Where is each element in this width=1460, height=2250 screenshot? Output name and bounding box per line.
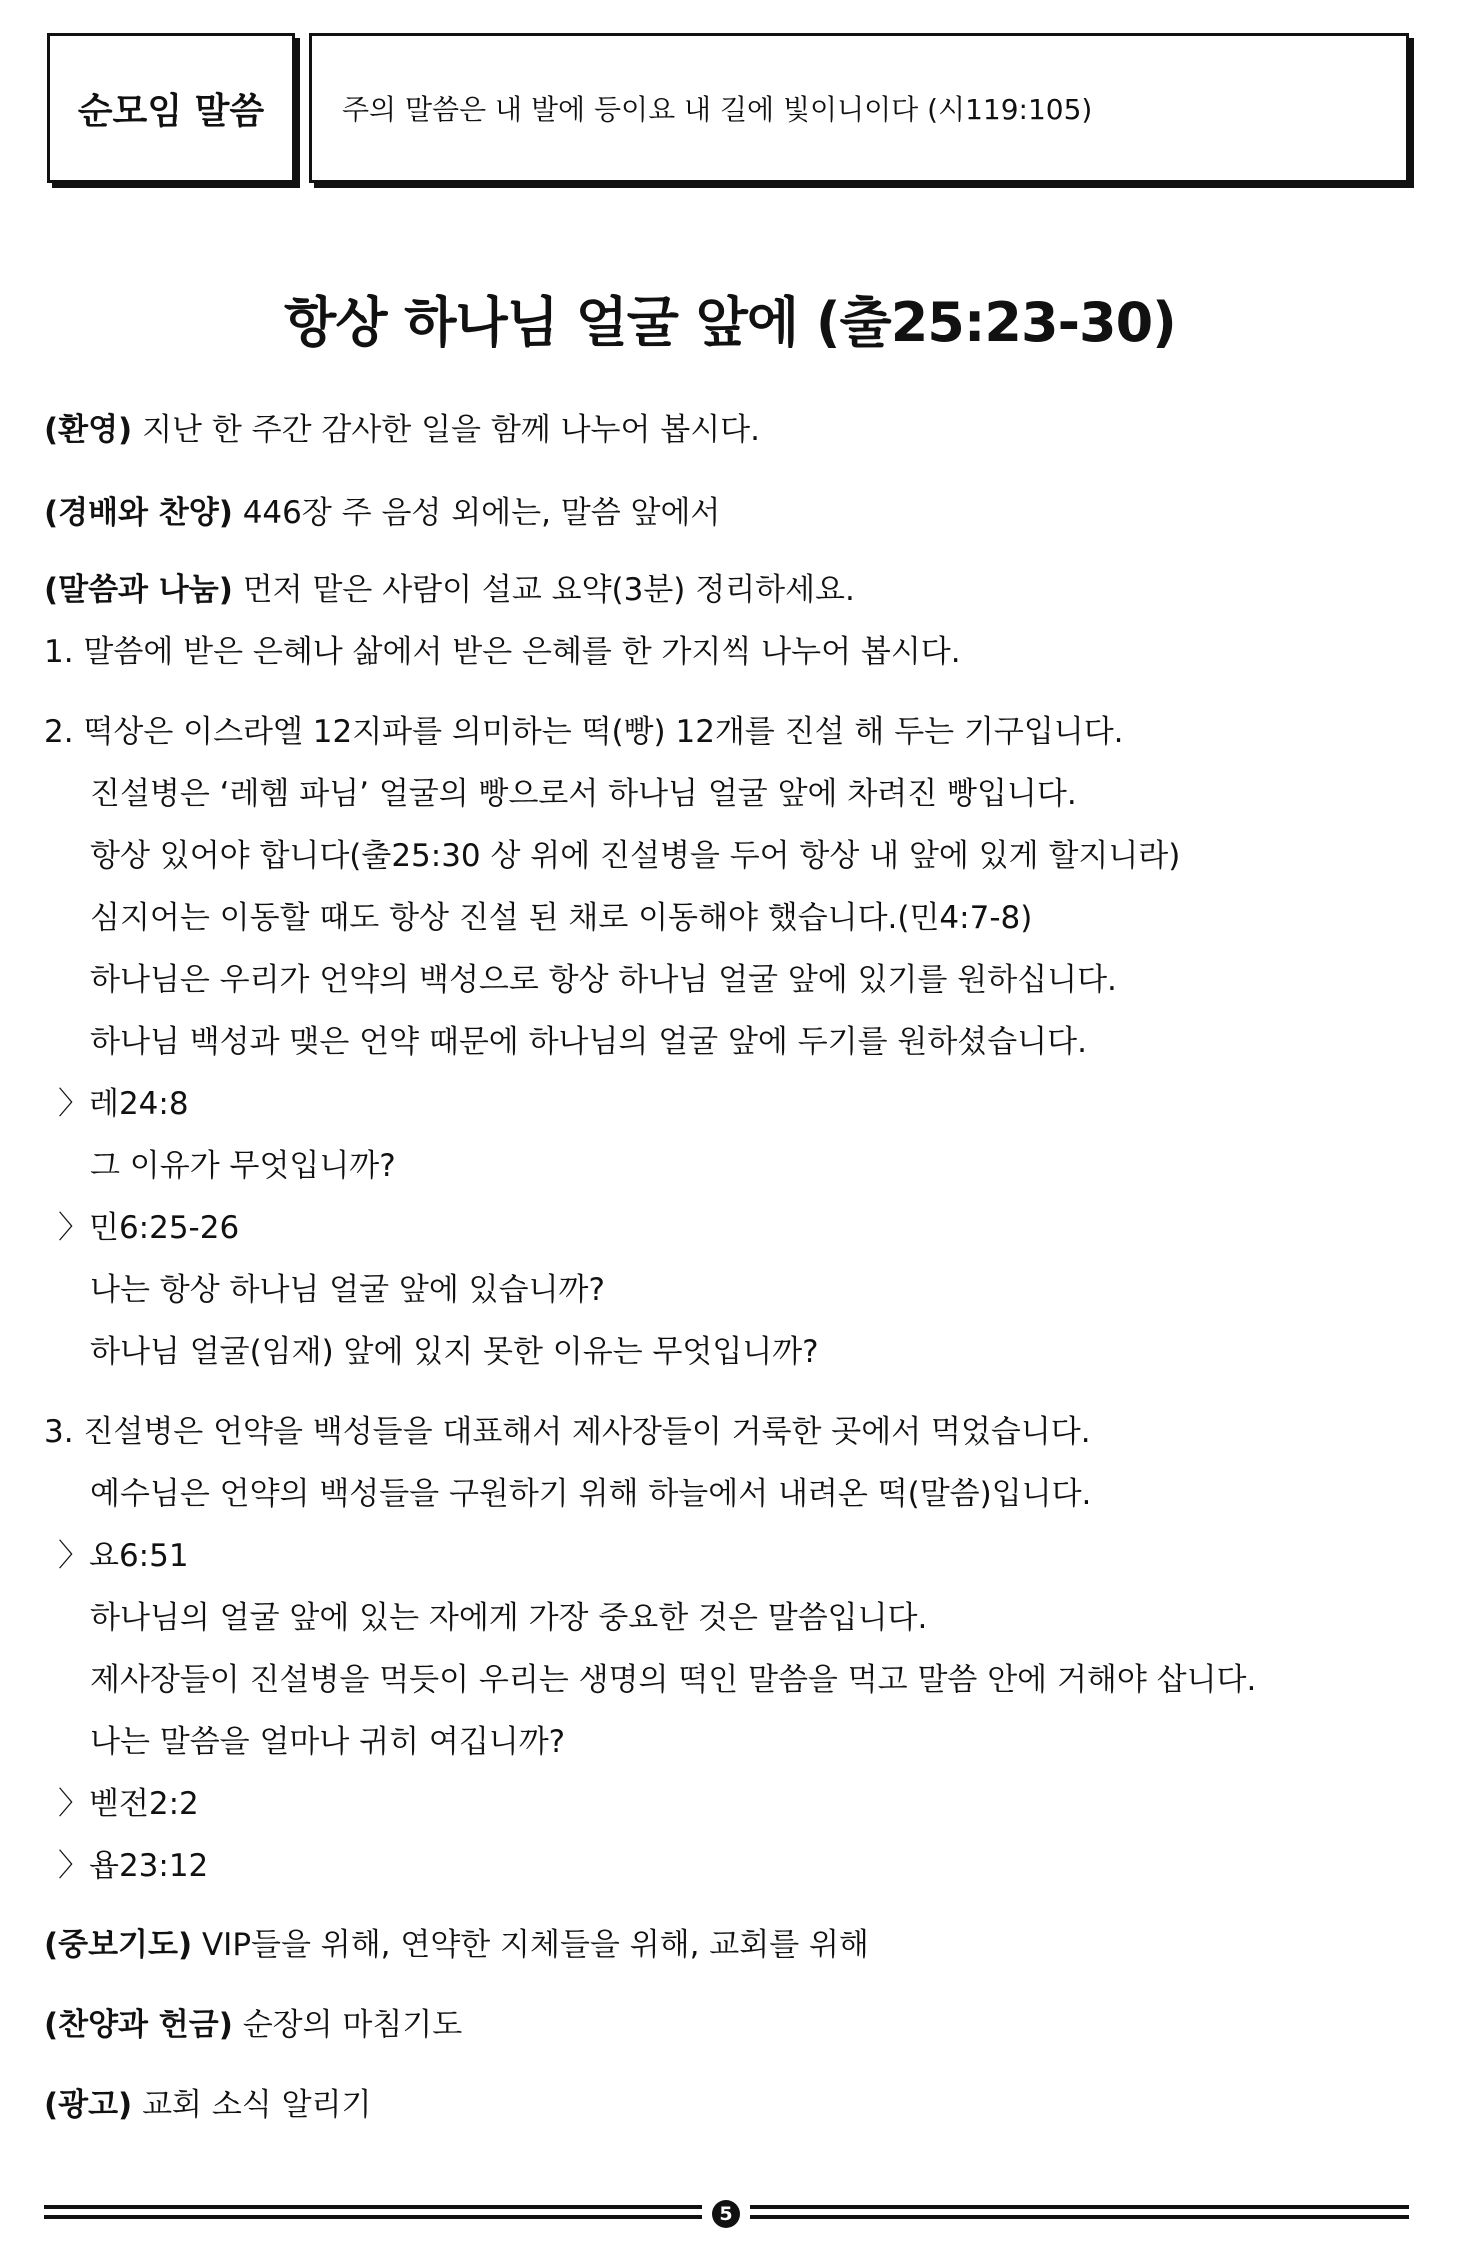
body-line: 3. 진설병은 언약을 백성들을 대표해서 제사장들이 거룩한 곳에서 먹었습니다. <box>44 1414 1091 1450</box>
body-line: 심지어는 이동할 때도 항상 진설 된 채로 이동해야 했습니다.(민4:7-8) <box>90 900 1033 936</box>
section-label: (중보기도) <box>44 1927 193 1963</box>
section-text: 교회 소식 알리기 <box>132 2087 372 2123</box>
body-line: 제사장들이 진설병을 먹듯이 우리는 생명의 떡인 말씀을 먹고 말씀 안에 거해야 삽니다. <box>90 1662 1257 1698</box>
section-label: (광고) <box>44 2087 133 2123</box>
header-verse: 주의 말씀은 내 발에 등이요 내 길에 빛이니이다 (시119:105) <box>342 93 1093 126</box>
body-line: 항상 있어야 합니다(출25:30 상 위에 진설병을 두어 항상 내 앞에 있게 할지니라) <box>90 838 1181 874</box>
section-label: (말씀과 나눔) <box>44 572 233 608</box>
body-line: 1. 말씀에 받은 은혜나 삶에서 받은 은혜를 한 가지씩 나누어 봅시다. <box>44 634 961 670</box>
body-line: 예수님은 언약의 백성들을 구원하기 위해 하늘에서 내려온 떡(말씀)입니다. <box>90 1476 1092 1512</box>
scripture-ref: 〉레24:8 <box>58 1086 189 1122</box>
section-word <box>44 570 855 610</box>
section-text: 순장의 마침기도 <box>232 2007 463 2043</box>
page-footer <box>44 2200 1409 2226</box>
header-verse-box <box>309 33 1409 183</box>
section-worship <box>44 493 720 533</box>
header-label: 순모임 말씀 <box>77 90 265 132</box>
footer-rule-right <box>750 2205 1409 2209</box>
header-label-box <box>47 33 295 183</box>
body-line: 그 이유가 무엇입니까? <box>90 1148 396 1184</box>
footer-rule-left <box>44 2205 702 2209</box>
body-line: 하나님은 우리가 언약의 백성으로 항상 하나님 얼굴 앞에 있기를 원하십니다. <box>90 962 1117 998</box>
page-title: 항상 하나님 얼굴 앞에 (출25:23-30) <box>284 291 1176 354</box>
body-line: 진설병은 ‘레헴 파님’ 얼굴의 빵으로서 하나님 얼굴 앞에 차려진 빵입니다. <box>90 776 1077 812</box>
section-prayer <box>44 1925 869 1965</box>
footer-rule-right <box>750 2215 1409 2219</box>
body-line: 하나님의 얼굴 앞에 있는 자에게 가장 중요한 것은 말씀입니다. <box>90 1600 928 1636</box>
section-text: 먼저 맡은 사람이 설교 요약(3분) 정리하세요. <box>232 572 855 608</box>
body-line: 하나님 백성과 맺은 언약 때문에 하나님의 얼굴 앞에 두기를 원하셨습니다. <box>90 1024 1087 1060</box>
body-line: 하나님 얼굴(임재) 앞에 있지 못한 이유는 무엇입니까? <box>90 1334 819 1370</box>
body-line: 나는 말씀을 얼마나 귀히 여깁니까? <box>90 1724 566 1760</box>
footer-rule-left <box>44 2215 702 2219</box>
scripture-ref: 〉요6:51 <box>58 1538 189 1574</box>
scripture-ref: 〉민6:25-26 <box>58 1210 240 1246</box>
scripture-ref: 〉욥23:12 <box>58 1848 209 1884</box>
section-text: 446장 주 음성 외에는, 말씀 앞에서 <box>232 495 721 531</box>
section-label: (환영) <box>44 412 133 448</box>
section-offering <box>44 2005 462 2045</box>
section-text: 지난 한 주간 감사한 일을 함께 나누어 봅시다. <box>132 412 760 448</box>
body-line: 2. 떡상은 이스라엘 12지파를 의미하는 떡(빵) 12개를 진설 해 두는 기구입니다. <box>44 714 1124 750</box>
section-label: (찬양과 헌금) <box>44 2007 233 2043</box>
page-number-badge: 5 <box>712 2200 740 2228</box>
section-label: (경배와 찬양) <box>44 495 233 531</box>
scripture-ref: 〉벧전2:2 <box>58 1786 199 1822</box>
section-announce <box>44 2085 371 2125</box>
section-welcome <box>44 410 760 450</box>
body-line: 나는 항상 하나님 얼굴 앞에 있습니까? <box>90 1272 605 1308</box>
section-text: VIP들을 위해, 연약한 지체들을 위해, 교회를 위해 <box>192 1927 869 1963</box>
